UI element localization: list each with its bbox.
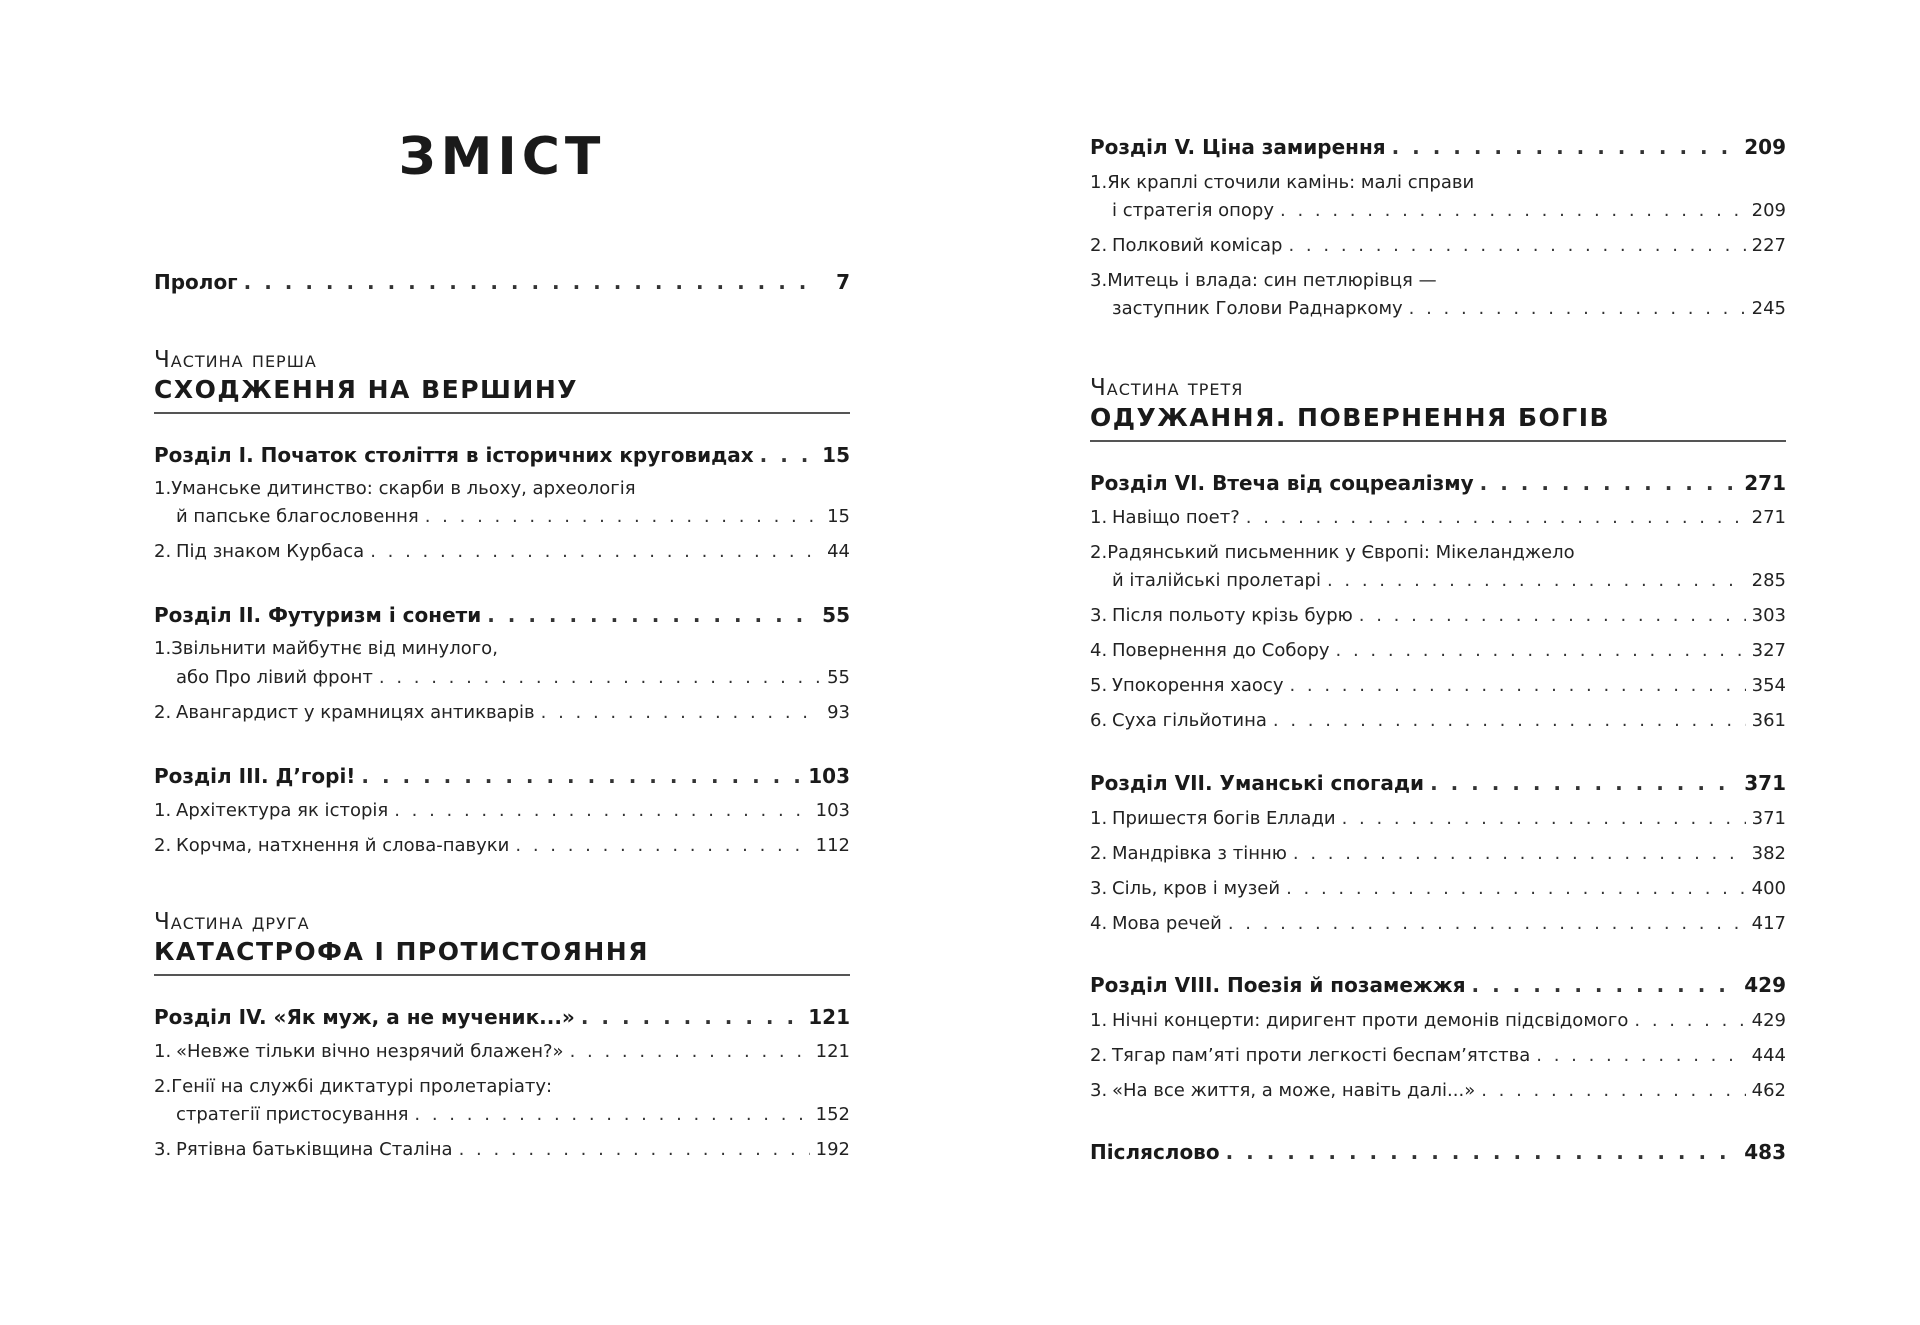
toc-entry-subsection[interactable] [154, 506, 850, 527]
entry-page: 400 [1751, 878, 1786, 899]
dot-leader [1273, 710, 1746, 731]
dot-leader [370, 541, 820, 562]
entry-index: 2. [1090, 1045, 1108, 1066]
part-header [154, 908, 850, 976]
entry-page: 112 [815, 835, 850, 856]
dot-leader [1293, 843, 1746, 864]
dot-leader [1472, 973, 1739, 997]
entry-label: Архітектура як історія [176, 800, 389, 821]
entry-label: і стратегія опору [1112, 200, 1274, 221]
entry-label: Розділ III. Д’горі! [154, 764, 356, 788]
entry-page: 354 [1751, 675, 1786, 696]
entry-label: Пролог [154, 270, 238, 294]
entry-label: Розділ VII. Уманські спогади [1090, 771, 1425, 795]
dot-leader [1430, 771, 1738, 795]
entry-label: Суха гільйотина [1112, 710, 1267, 731]
dot-leader [1634, 1010, 1745, 1031]
dot-leader [1289, 675, 1745, 696]
entry-index: 4. [1090, 640, 1108, 661]
entry-index: 2. [154, 702, 172, 723]
entry-label: Радянський письменник у Європі: Мікеланджело [1107, 542, 1575, 563]
toc-entry-subsection[interactable] [1090, 1045, 1786, 1066]
toc-entry-chapter[interactable] [1090, 973, 1786, 997]
entry-page: 417 [1751, 913, 1786, 934]
entry-page: 327 [1751, 640, 1786, 661]
entry-label: Уманське дитинство: скарби в льоху, археологія [171, 478, 636, 499]
entry-page: 152 [815, 1104, 850, 1125]
entry-label: Пришестя богів Еллади [1112, 808, 1336, 829]
toc-entry-subsection[interactable] [1090, 507, 1786, 528]
toc-entry-subsection[interactable] [1090, 640, 1786, 661]
dot-leader [1409, 298, 1746, 319]
toc-entry-subsection[interactable] [1090, 843, 1786, 864]
entry-label: Мандрівка з тінню [1112, 843, 1287, 864]
toc-entry-epilog[interactable] [1090, 1140, 1786, 1164]
dot-leader [541, 702, 820, 723]
subentry-first-line[interactable] [1090, 172, 1474, 193]
dot-leader [394, 800, 809, 821]
entry-index: 1. [1090, 808, 1108, 829]
entry-page: 271 [1751, 507, 1786, 528]
entry-label: Повернення до Собору [1112, 640, 1330, 661]
entry-label: «На все життя, а може, навіть далі...» [1112, 1080, 1476, 1101]
toc-entry-prolog[interactable] [154, 270, 850, 294]
toc-entry-subsection[interactable] [1090, 1080, 1786, 1101]
toc-entry-subsection[interactable] [154, 1104, 850, 1125]
dot-leader [487, 603, 816, 627]
entry-page: 285 [1751, 570, 1786, 591]
entry-page: 44 [827, 541, 850, 562]
entry-label: Розділ V. Ціна замирення [1090, 135, 1386, 159]
dot-leader [1359, 605, 1746, 626]
entry-label: заступник Голови Раднаркому [1112, 298, 1403, 319]
toc-entry-subsection[interactable] [154, 702, 850, 723]
subentry-first-line[interactable] [154, 638, 498, 659]
entry-page: 444 [1751, 1045, 1786, 1066]
entry-index: 1. [154, 1041, 172, 1062]
dot-leader [244, 270, 820, 294]
entry-index: 1. [154, 478, 172, 499]
entry-index: 1. [1090, 1010, 1108, 1031]
entry-label: Упокорення хаосу [1112, 675, 1284, 696]
subentry-first-line[interactable] [154, 478, 636, 499]
entry-label: Розділ VI. Втеча від соцреалізму [1090, 471, 1474, 495]
entry-index: 2. [154, 1076, 172, 1097]
entry-label: Сіль, кров і музей [1112, 878, 1281, 899]
part-title: ОДУЖАННЯ. ПОВЕРНЕННЯ БОГІВ [1090, 402, 1786, 442]
entry-page: 227 [1751, 235, 1786, 256]
toc-entry-subsection[interactable] [154, 1139, 850, 1160]
entry-page: 93 [827, 702, 850, 723]
part-title: КАТАСТРОФА І ПРОТИСТОЯННЯ [154, 936, 850, 976]
entry-index: 1. [154, 800, 172, 821]
entry-label: Нічні концерти: диригент проти демонів підсвідомого [1112, 1010, 1629, 1031]
dot-leader [1536, 1045, 1745, 1066]
dot-leader [570, 1041, 810, 1062]
entry-label: Розділ IV. «Як муж, а не мученик...» [154, 1005, 575, 1029]
entry-page: 15 [822, 443, 850, 467]
entry-label: Звільнити майбутнє від минулого, [171, 638, 498, 659]
subentry-first-line[interactable] [154, 1076, 552, 1097]
entry-index: 1. [1090, 507, 1108, 528]
entry-index: 6. [1090, 710, 1108, 731]
part-title: СХОДЖЕННЯ НА ВЕРШИНУ [154, 374, 850, 414]
toc-entry-subsection[interactable] [154, 835, 850, 856]
toc-entry-subsection[interactable] [154, 800, 850, 821]
toc-entry-subsection[interactable] [1090, 605, 1786, 626]
dot-leader [1392, 135, 1739, 159]
dot-leader [1327, 570, 1746, 591]
toc-entry-subsection[interactable] [154, 1041, 850, 1062]
toc-entry-chapter[interactable] [154, 603, 850, 627]
dot-leader [515, 835, 809, 856]
entry-label: Полковий комісар [1112, 235, 1283, 256]
part-kicker: Частина перша [154, 347, 317, 373]
entry-page: 371 [1744, 771, 1786, 795]
entry-page: 55 [822, 603, 850, 627]
entry-page: 121 [808, 1005, 850, 1029]
entry-page: 429 [1751, 1010, 1786, 1031]
dot-leader [1336, 640, 1746, 661]
toc-entry-chapter[interactable] [1090, 471, 1786, 495]
entry-index: 2. [1090, 843, 1108, 864]
entry-page: 429 [1744, 973, 1786, 997]
entry-label: й папське благословення [176, 506, 419, 527]
toc-entry-subsection[interactable] [154, 541, 850, 562]
entry-label: стратегії пристосування [176, 1104, 409, 1125]
entry-index: 3. [1090, 605, 1108, 626]
entry-label: Розділ II. Футуризм і сонети [154, 603, 482, 627]
entry-page: 382 [1751, 843, 1786, 864]
entry-page: 483 [1744, 1140, 1786, 1164]
entry-index: 2. [1090, 235, 1108, 256]
entry-page: 55 [827, 667, 850, 688]
entry-label: або Про лівий фронт [176, 667, 373, 688]
toc-entry-chapter[interactable] [1090, 771, 1786, 795]
dot-leader [1288, 235, 1745, 256]
entry-page: 209 [1751, 200, 1786, 221]
entry-page: 15 [827, 506, 850, 527]
entry-index: 3. [1090, 1080, 1108, 1101]
entry-page: 192 [815, 1139, 850, 1160]
dot-leader [1246, 507, 1746, 528]
entry-index: 5. [1090, 675, 1108, 696]
entry-page: 361 [1751, 710, 1786, 731]
entry-label: Як краплі сточили камінь: малі справи [1107, 172, 1475, 193]
dot-leader [1280, 200, 1746, 221]
entry-page: 303 [1751, 605, 1786, 626]
entry-label: Розділ VIII. Поезія й позамежжя [1090, 973, 1466, 997]
entry-label: Розділ I. Початок століття в історичних круговидах [154, 443, 754, 467]
toc-entry-subsection[interactable] [1090, 675, 1786, 696]
dot-leader [1481, 1080, 1745, 1101]
dot-leader [425, 506, 820, 527]
dot-leader [1342, 808, 1746, 829]
toc-entry-subsection[interactable] [1090, 710, 1786, 731]
entry-label: Після польоту крізь бурю [1112, 605, 1353, 626]
toc-entry-subsection[interactable] [1090, 235, 1786, 256]
toc-entry-chapter[interactable] [154, 1005, 850, 1029]
entry-page: 103 [808, 764, 850, 788]
entry-index: 1. [154, 638, 172, 659]
part-kicker: Частина третя [1090, 375, 1244, 401]
entry-page: 103 [815, 800, 850, 821]
entry-index: 3. [1090, 270, 1108, 291]
toc-entry-subsection[interactable] [1090, 570, 1786, 591]
toc-entry-subsection[interactable] [1090, 200, 1786, 221]
entry-label: Генії на службі диктатурі пролетаріату: [171, 1076, 553, 1097]
dot-leader [361, 764, 802, 788]
dot-leader [581, 1005, 802, 1029]
dot-leader [1480, 471, 1739, 495]
part-header [1090, 374, 1786, 442]
entry-page: 7 [836, 270, 850, 294]
dot-leader [1286, 878, 1746, 899]
toc-entry-chapter[interactable] [154, 764, 850, 788]
entry-index: 3. [1090, 878, 1108, 899]
entry-label: Рятівна батьківщина Сталіна [176, 1139, 453, 1160]
entry-label: Авангардист у крамницях антикварів [176, 702, 535, 723]
entry-label: Митець і влада: син петлюрівця — [1107, 270, 1437, 291]
toc-entry-subsection[interactable] [1090, 298, 1786, 319]
toc-entry-subsection[interactable] [154, 667, 850, 688]
entry-label: й італійські пролетарі [1112, 570, 1321, 591]
entry-label: Корчма, натхнення й слова-павуки [176, 835, 510, 856]
entry-page: 245 [1751, 298, 1786, 319]
entry-page: 209 [1744, 135, 1786, 159]
toc-entry-subsection[interactable] [1090, 878, 1786, 899]
dot-leader [1228, 913, 1746, 934]
toc-entry-subsection[interactable] [1090, 1010, 1786, 1031]
entry-label: Післяслово [1090, 1140, 1220, 1164]
entry-index: 3. [154, 1139, 172, 1160]
entry-index: 4. [1090, 913, 1108, 934]
entry-label: Навіщо поет? [1112, 507, 1240, 528]
entry-page: 371 [1751, 808, 1786, 829]
entry-label: Мова речей [1112, 913, 1222, 934]
part-header [154, 346, 850, 414]
entry-page: 462 [1751, 1080, 1786, 1101]
dot-leader [379, 667, 820, 688]
toc-entry-chapter[interactable] [1090, 135, 1786, 159]
dot-leader [1226, 1140, 1739, 1164]
dot-leader [459, 1139, 810, 1160]
entry-page: 121 [815, 1041, 850, 1062]
subentry-first-line[interactable] [1090, 542, 1575, 563]
page-title: ЗМІСТ [398, 127, 606, 187]
entry-index: 2. [154, 541, 172, 562]
toc-entry-chapter[interactable] [154, 443, 850, 467]
entry-label: Під знаком Курбаса [176, 541, 365, 562]
toc-entry-subsection[interactable] [1090, 913, 1786, 934]
dot-leader [760, 443, 817, 467]
part-kicker: Частина друга [154, 909, 310, 935]
entry-index: 2. [1090, 542, 1108, 563]
subentry-first-line[interactable] [1090, 270, 1437, 291]
entry-index: 2. [154, 835, 172, 856]
entry-index: 1. [1090, 172, 1108, 193]
entry-label: Тягар пам’яті проти легкості беспам’ятства [1112, 1045, 1531, 1066]
dot-leader [414, 1104, 809, 1125]
toc-entry-subsection[interactable] [1090, 808, 1786, 829]
entry-label: «Невже тільки вічно незрячий блажен?» [176, 1041, 564, 1062]
entry-page: 271 [1744, 471, 1786, 495]
